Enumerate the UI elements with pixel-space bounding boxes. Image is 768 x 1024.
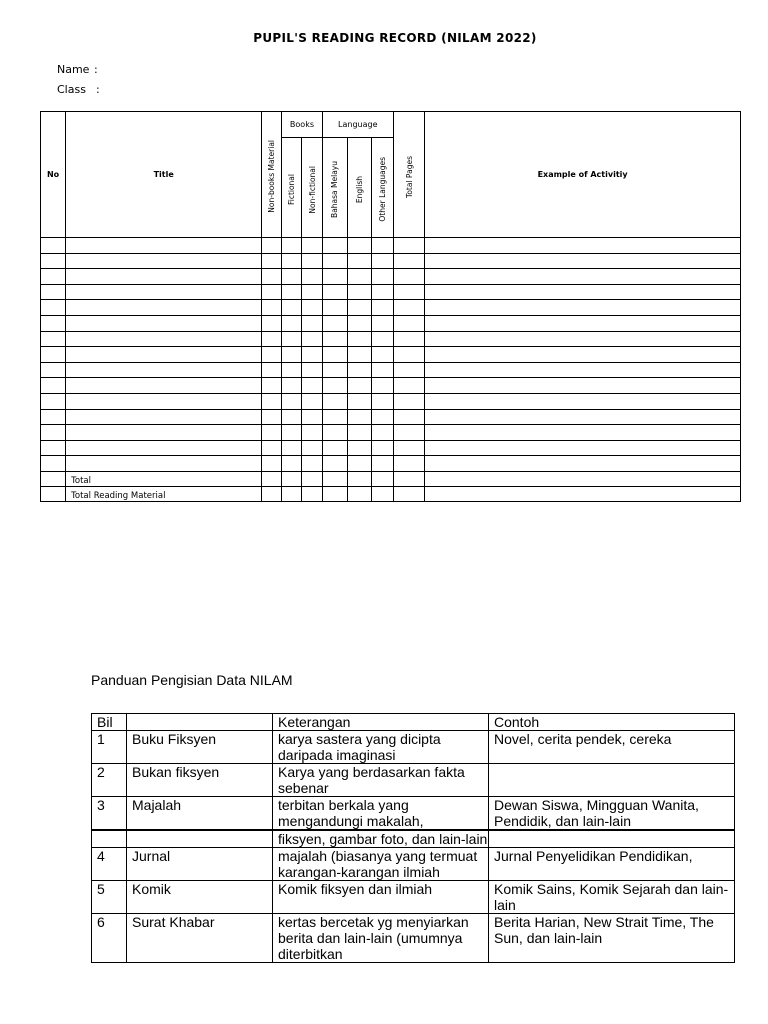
header-fictional: Fictional: [282, 138, 302, 238]
record-cell[interactable]: [347, 238, 371, 254]
guide-bil: 5: [92, 881, 127, 914]
record-cell[interactable]: [66, 300, 262, 316]
record-cell[interactable]: [347, 269, 371, 285]
record-cell[interactable]: [262, 238, 282, 254]
record-cell[interactable]: [347, 456, 371, 472]
record-row: [41, 378, 741, 394]
record-cell[interactable]: [262, 362, 282, 378]
record-cell[interactable]: [262, 253, 282, 269]
record-cell[interactable]: [425, 300, 741, 316]
record-cell[interactable]: [262, 347, 282, 363]
record-row: [41, 300, 741, 316]
class-field: [57, 83, 100, 96]
record-cell[interactable]: [322, 238, 347, 254]
record-cell[interactable]: [41, 300, 66, 316]
record-cell[interactable]: [394, 425, 425, 441]
record-cell[interactable]: [347, 300, 371, 316]
record-cell[interactable]: [282, 425, 302, 441]
record-cell[interactable]: [66, 378, 262, 394]
record-cell[interactable]: [282, 284, 302, 300]
record-cell[interactable]: [66, 440, 262, 456]
record-cell[interactable]: [371, 315, 393, 331]
record-cell[interactable]: [347, 362, 371, 378]
record-cell[interactable]: [322, 425, 347, 441]
guide-item: Jurnal: [127, 848, 273, 881]
guide-bil: 6: [92, 914, 127, 963]
record-row: [41, 456, 741, 472]
guide-contoh: [489, 764, 735, 797]
record-row: [41, 347, 741, 363]
header-english: English: [347, 138, 371, 238]
guide-bil: [92, 830, 127, 848]
record-cell[interactable]: [262, 284, 282, 300]
guide-keterangan: Komik fiksyen dan ilmiah: [273, 881, 489, 914]
record-cell[interactable]: [302, 238, 322, 254]
record-cell[interactable]: [394, 331, 425, 347]
record-cell[interactable]: [394, 409, 425, 425]
record-row: [41, 409, 741, 425]
guide-header-blank: [127, 714, 273, 731]
record-cell[interactable]: [371, 269, 393, 285]
record-cell[interactable]: [302, 347, 322, 363]
guide-keterangan: karya sastera yang dicipta daripada imaginasi: [273, 731, 489, 764]
record-cell[interactable]: [394, 253, 425, 269]
record-row: [41, 269, 741, 285]
guide-row: [92, 797, 735, 831]
guide-item: [127, 830, 273, 848]
record-row: [41, 425, 741, 441]
record-cell[interactable]: [66, 393, 262, 409]
record-cell[interactable]: [425, 284, 741, 300]
record-cell[interactable]: [302, 331, 322, 347]
record-cell[interactable]: [41, 347, 66, 363]
name-field: [57, 63, 98, 76]
guide-bil: 3: [92, 797, 127, 831]
header-books-group: Books: [282, 112, 322, 138]
record-cell[interactable]: [347, 409, 371, 425]
record-cell[interactable]: [302, 269, 322, 285]
record-cell[interactable]: [425, 440, 741, 456]
record-cell[interactable]: [41, 393, 66, 409]
record-cell[interactable]: [322, 456, 347, 472]
header-title: Title: [66, 112, 262, 238]
record-cell[interactable]: [262, 440, 282, 456]
name-colon: :: [94, 63, 98, 76]
guide-table: [91, 713, 735, 963]
record-cell[interactable]: [262, 393, 282, 409]
record-cell[interactable]: [262, 300, 282, 316]
guide-keterangan: kertas bercetak yg menyiarkan berita dan lain-lain (umumnya diterbitkan: [273, 914, 489, 963]
guide-item: Komik: [127, 881, 273, 914]
record-cell[interactable]: [425, 238, 741, 254]
record-cell[interactable]: [302, 393, 322, 409]
guide-item: Buku Fiksyen: [127, 731, 273, 764]
record-cell[interactable]: [66, 284, 262, 300]
record-cell[interactable]: [41, 284, 66, 300]
guide-contoh: Jurnal Penyelidikan Pendidikan,: [489, 848, 735, 881]
class-colon: :: [96, 83, 100, 96]
record-cell[interactable]: [41, 315, 66, 331]
record-cell[interactable]: [302, 300, 322, 316]
record-cell[interactable]: [282, 315, 302, 331]
record-cell[interactable]: [41, 269, 66, 285]
record-row: [41, 331, 741, 347]
record-cell[interactable]: [66, 362, 262, 378]
guide-contoh: [489, 830, 735, 848]
record-cell[interactable]: [371, 331, 393, 347]
record-cell[interactable]: [394, 393, 425, 409]
record-cell[interactable]: [347, 284, 371, 300]
record-row: [41, 284, 741, 300]
total-row: [41, 471, 741, 486]
record-cell[interactable]: [322, 269, 347, 285]
record-cell[interactable]: [282, 253, 302, 269]
record-cell[interactable]: [322, 284, 347, 300]
record-cell[interactable]: [394, 300, 425, 316]
record-cell[interactable]: [371, 284, 393, 300]
total-reading-row: [41, 486, 741, 501]
record-title: PUPIL'S READING RECORD (NILAM 2022): [253, 31, 537, 45]
header-bahasa-melayu: Bahasa Melayu: [322, 138, 347, 238]
record-cell[interactable]: [347, 347, 371, 363]
header-other-languages: Other Languages: [371, 138, 393, 238]
record-cell[interactable]: [394, 378, 425, 394]
guide-row: [92, 764, 735, 797]
record-cell[interactable]: [282, 347, 302, 363]
record-cell[interactable]: [371, 378, 393, 394]
record-cell[interactable]: [66, 347, 262, 363]
record-cell[interactable]: [66, 238, 262, 254]
guide-row: [92, 881, 735, 914]
record-cell[interactable]: [41, 409, 66, 425]
record-cell[interactable]: [371, 238, 393, 254]
record-cell[interactable]: [41, 362, 66, 378]
record-cell[interactable]: [394, 269, 425, 285]
record-cell[interactable]: [262, 315, 282, 331]
record-cell[interactable]: [394, 362, 425, 378]
record-cell[interactable]: [262, 425, 282, 441]
record-cell[interactable]: [302, 409, 322, 425]
header-total-pages: Total Pages: [394, 112, 425, 238]
record-cell[interactable]: [282, 238, 302, 254]
record-cell[interactable]: [282, 440, 302, 456]
record-cell[interactable]: [394, 347, 425, 363]
record-cell[interactable]: [66, 425, 262, 441]
record-cell[interactable]: [425, 315, 741, 331]
record-cell[interactable]: [282, 393, 302, 409]
record-cell[interactable]: [262, 378, 282, 394]
record-cell[interactable]: [425, 425, 741, 441]
record-cell[interactable]: [66, 331, 262, 347]
record-cell[interactable]: [282, 456, 302, 472]
record-cell[interactable]: [302, 378, 322, 394]
guide-contoh: Dewan Siswa, Mingguan Wanita, Pendidik, dan lain-lain: [489, 797, 735, 831]
record-cell[interactable]: [302, 456, 322, 472]
record-cell[interactable]: [347, 425, 371, 441]
record-cell[interactable]: [66, 456, 262, 472]
record-cell[interactable]: [371, 300, 393, 316]
record-cell[interactable]: [41, 238, 66, 254]
record-cell[interactable]: [322, 409, 347, 425]
record-cell[interactable]: [425, 331, 741, 347]
record-cell[interactable]: [322, 315, 347, 331]
record-cell[interactable]: [66, 253, 262, 269]
record-cell[interactable]: [425, 362, 741, 378]
record-cell[interactable]: [41, 378, 66, 394]
record-cell[interactable]: [322, 440, 347, 456]
record-cell[interactable]: [282, 378, 302, 394]
record-cell[interactable]: [371, 253, 393, 269]
record-cell[interactable]: [425, 269, 741, 285]
name-label: Name: [57, 63, 90, 76]
guide-row: [92, 914, 735, 963]
record-cell[interactable]: [425, 393, 741, 409]
record-cell[interactable]: [302, 425, 322, 441]
record-cell[interactable]: [262, 409, 282, 425]
guide-row: [92, 830, 735, 848]
guide-row: [92, 848, 735, 881]
class-label: Class: [57, 83, 86, 96]
guide-contoh: Novel, cerita pendek, cereka: [489, 731, 735, 764]
record-cell[interactable]: [347, 440, 371, 456]
guide-item: Majalah: [127, 797, 273, 831]
record-cell[interactable]: [282, 300, 302, 316]
record-cell[interactable]: [41, 440, 66, 456]
reading-record-table: [40, 111, 741, 502]
record-cell[interactable]: [282, 269, 302, 285]
record-cell[interactable]: [394, 315, 425, 331]
record-cell[interactable]: [425, 409, 741, 425]
guide-header-bil: Bil: [92, 714, 127, 731]
total-reading-label: Total Reading Material: [66, 486, 262, 501]
record-cell[interactable]: [41, 253, 66, 269]
record-cell[interactable]: [371, 425, 393, 441]
record-cell[interactable]: [322, 331, 347, 347]
record-cell[interactable]: [371, 393, 393, 409]
record-cell[interactable]: [302, 253, 322, 269]
guide-header-keterangan: Keterangan: [273, 714, 489, 731]
guide-row: [92, 731, 735, 764]
record-cell[interactable]: [302, 284, 322, 300]
record-cell[interactable]: [394, 238, 425, 254]
header-no: No: [41, 112, 66, 238]
record-cell[interactable]: [41, 456, 66, 472]
record-cell[interactable]: [66, 315, 262, 331]
record-cell[interactable]: [371, 362, 393, 378]
record-cell[interactable]: [262, 269, 282, 285]
record-cell[interactable]: [322, 362, 347, 378]
guide-keterangan: Karya yang berdasarkan fakta sebenar: [273, 764, 489, 797]
record-cell[interactable]: [66, 409, 262, 425]
guide-header-row: [92, 714, 735, 731]
header-non-fictional: Non-fictional: [302, 138, 322, 238]
record-cell[interactable]: [262, 456, 282, 472]
record-row: [41, 362, 741, 378]
record-cell[interactable]: [41, 331, 66, 347]
record-cell[interactable]: [394, 456, 425, 472]
record-cell[interactable]: [262, 331, 282, 347]
guide-bil: 1: [92, 731, 127, 764]
record-cell[interactable]: [302, 315, 322, 331]
record-cell[interactable]: [302, 440, 322, 456]
record-row: [41, 315, 741, 331]
record-cell[interactable]: [282, 362, 302, 378]
record-cell[interactable]: [66, 269, 262, 285]
record-cell[interactable]: [347, 393, 371, 409]
record-cell[interactable]: [322, 393, 347, 409]
guide-bil: 2: [92, 764, 127, 797]
record-cell[interactable]: [322, 253, 347, 269]
guide-contoh: Komik Sains, Komik Sejarah dan lain-lain: [489, 881, 735, 914]
record-row: [41, 440, 741, 456]
guide-keterangan: terbitan berkala yang mengandungi makalah,: [273, 797, 489, 831]
total-label: Total: [66, 471, 262, 486]
record-cell[interactable]: [322, 378, 347, 394]
guide-keterangan: fiksyen, gambar foto, dan lain-lain: [273, 830, 489, 848]
record-cell[interactable]: [347, 331, 371, 347]
record-cell[interactable]: [282, 409, 302, 425]
record-cell[interactable]: [41, 425, 66, 441]
record-cell[interactable]: [282, 331, 302, 347]
record-row: [41, 238, 741, 254]
guide-item: Bukan fiksyen: [127, 764, 273, 797]
guide-contoh: Berita Harian, New Strait Time, The Sun, dan lain-lain: [489, 914, 735, 963]
guide-title: Panduan Pengisian Data NILAM: [91, 672, 293, 688]
guide-item: Surat Khabar: [127, 914, 273, 963]
record-cell[interactable]: [371, 440, 393, 456]
record-cell[interactable]: [322, 300, 347, 316]
guide-bil: 4: [92, 848, 127, 881]
record-cell[interactable]: [347, 315, 371, 331]
record-cell[interactable]: [322, 347, 347, 363]
header-language-group: Language: [322, 112, 393, 138]
header-non-books: Non-books Material: [262, 112, 282, 238]
record-cell[interactable]: [425, 456, 741, 472]
record-cell[interactable]: [425, 347, 741, 363]
guide-keterangan: majalah (biasanya yang termuat karangan-karangan ilmiah: [273, 848, 489, 881]
record-cell[interactable]: [347, 253, 371, 269]
record-cell[interactable]: [425, 253, 741, 269]
record-cell[interactable]: [347, 378, 371, 394]
header-activity: Example of Activitiy: [425, 112, 741, 238]
record-cell[interactable]: [394, 284, 425, 300]
record-cell[interactable]: [302, 362, 322, 378]
guide-header-contoh: Contoh: [489, 714, 735, 731]
record-cell[interactable]: [371, 456, 393, 472]
record-cell[interactable]: [371, 409, 393, 425]
record-cell[interactable]: [394, 440, 425, 456]
record-cell[interactable]: [425, 378, 741, 394]
record-row: [41, 393, 741, 409]
record-cell[interactable]: [371, 347, 393, 363]
record-row: [41, 253, 741, 269]
